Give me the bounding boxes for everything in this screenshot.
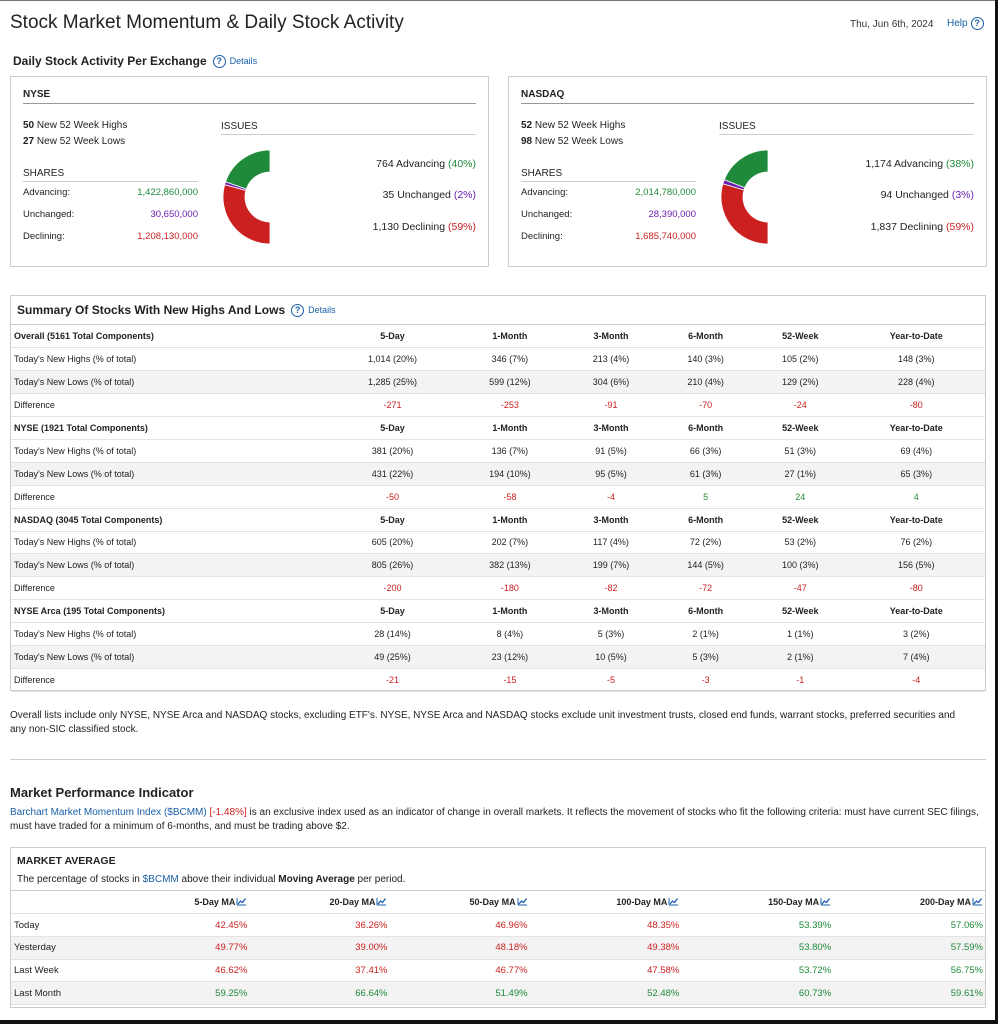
- ma-cell: 46.96%: [389, 914, 529, 937]
- summary-column-header: 52-Week: [753, 417, 848, 440]
- summary-column-header: 5-Day: [329, 600, 456, 623]
- summary-cell: 346 (7%): [456, 348, 564, 371]
- issues-pct: (3%): [951, 189, 974, 201]
- summary-cell: 136 (7%): [456, 439, 564, 462]
- ma-sub-mid: above their individual: [178, 874, 279, 885]
- summary-row-label: Today's New Lows (% of total): [11, 645, 329, 668]
- donut-slice-declining[interactable]: [721, 184, 768, 244]
- summary-info-icon[interactable]: ?: [291, 304, 304, 317]
- summary-cell: -21: [329, 668, 456, 691]
- summary-cell: 51 (3%): [753, 439, 848, 462]
- summary-row-label: Difference: [11, 577, 329, 600]
- summary-cell: 72 (2%): [658, 531, 753, 554]
- summary-column-header: 3-Month: [564, 600, 659, 623]
- ma-row-label: Yesterday: [11, 936, 121, 959]
- chart-icon[interactable]: [972, 897, 983, 906]
- shares-row: [23, 209, 198, 220]
- issues-row: [376, 158, 476, 170]
- ma-cell: 52.48%: [530, 982, 682, 1005]
- window-top-edge: [0, 0, 998, 1]
- new-highs: [23, 120, 127, 131]
- summary-details-link[interactable]: Details: [308, 305, 336, 315]
- ma-column-header: [833, 891, 985, 914]
- summary-cell: 140 (3%): [658, 348, 753, 371]
- chart-icon[interactable]: [820, 897, 831, 906]
- summary-cell: -200: [329, 577, 456, 600]
- summary-cell: 5 (3%): [658, 645, 753, 668]
- summary-row-label: Today's New Highs (% of total): [11, 439, 329, 462]
- new-lows-label: New 52 Week Lows: [36, 136, 126, 147]
- ma-cell: 47.58%: [530, 959, 682, 982]
- summary-title-bar: [11, 296, 985, 325]
- summary-row: [11, 439, 985, 462]
- issues-row: [871, 221, 974, 233]
- ma-cell: 42.45%: [121, 914, 249, 937]
- summary-column-header: 5-Day: [329, 417, 456, 440]
- summary-column-header: 1-Month: [456, 600, 564, 623]
- ma-row: [11, 959, 985, 982]
- ma-column-label: 150-Day MA: [768, 897, 820, 908]
- new-highs-count: 50: [23, 120, 35, 131]
- ma-column-header: [389, 891, 529, 914]
- summary-cell: 53 (2%): [753, 531, 848, 554]
- summary-cell: -91: [564, 394, 659, 417]
- market-average-header: [11, 848, 985, 891]
- ma-cell: 39.00%: [249, 936, 389, 959]
- summary-cell: 65 (3%): [848, 462, 985, 485]
- page-title: Stock Market Momentum & Daily Stock Activity: [10, 12, 404, 33]
- shares-row-value: 1,208,130,000: [137, 231, 198, 242]
- summary-cell: 66 (3%): [658, 439, 753, 462]
- ma-row-label: Today: [11, 914, 121, 937]
- ma-cell: 46.62%: [121, 959, 249, 982]
- summary-cell: 49 (25%): [329, 645, 456, 668]
- summary-row: [11, 462, 985, 485]
- summary-cell: 100 (3%): [753, 554, 848, 577]
- shares-label: SHARES: [521, 168, 563, 179]
- summary-cell: 381 (20%): [329, 439, 456, 462]
- issues-count: 1,130 Declining: [372, 221, 446, 233]
- issues-pct: (59%): [447, 221, 476, 233]
- ma-sub-suffix: per period.: [354, 874, 406, 885]
- new-lows-count: 27: [23, 136, 35, 147]
- help-link[interactable]: [947, 17, 984, 30]
- summary-cell: -15: [456, 668, 564, 691]
- ma-cell: 56.75%: [833, 959, 985, 982]
- summary-column-header: 6-Month: [658, 417, 753, 440]
- summary-row: [11, 577, 985, 600]
- mpi-description: [10, 806, 980, 834]
- summary-cell: -70: [658, 394, 753, 417]
- summary-cell: 117 (4%): [564, 531, 659, 554]
- ma-cell: 48.18%: [389, 936, 529, 959]
- issues-rule: [719, 134, 974, 135]
- summary-cell: 4: [848, 485, 985, 508]
- summary-cell: -5: [564, 668, 659, 691]
- ma-column-label: 5-Day MA: [194, 897, 236, 908]
- issues-row: [373, 221, 476, 233]
- summary-cell: -253: [456, 394, 564, 417]
- summary-cell: -72: [658, 577, 753, 600]
- ma-column-header: [121, 891, 249, 914]
- shares-row-label: Advancing:: [521, 187, 569, 198]
- issues-pct: (59%): [945, 221, 974, 233]
- market-average-table: [11, 891, 985, 1005]
- ma-cell: 48.35%: [530, 914, 682, 937]
- new-lows-label: New 52 Week Lows: [534, 136, 624, 147]
- summary-row-label: Difference: [11, 668, 329, 691]
- shares-row-label: Unchanged:: [521, 209, 573, 220]
- new-lows-count: 98: [521, 136, 533, 147]
- issues-pct: (2%): [453, 189, 476, 201]
- summary-cell: 28 (14%): [329, 623, 456, 646]
- summary-cell: -80: [848, 577, 985, 600]
- summary-column-header: 3-Month: [564, 325, 659, 348]
- summary-cell: -82: [564, 577, 659, 600]
- summary-group-name: NYSE Arca (195 Total Components): [11, 600, 329, 623]
- summary-column-header: 52-Week: [753, 600, 848, 623]
- market-average-subtitle: [17, 874, 405, 885]
- daily-activity-info-icon[interactable]: ?: [213, 55, 226, 68]
- exchange-name: NYSE: [23, 89, 51, 100]
- ma-cell: 37.41%: [249, 959, 389, 982]
- summary-cell: -4: [848, 668, 985, 691]
- summary-group-header: [11, 325, 985, 348]
- shares-row-value: 30,650,000: [150, 209, 198, 220]
- summary-column-header: Year-to-Date: [848, 417, 985, 440]
- chart-icon[interactable]: [376, 897, 387, 906]
- summary-cell: 144 (5%): [658, 554, 753, 577]
- summary-cell: 61 (3%): [658, 462, 753, 485]
- ma-row-label: Last Week: [11, 959, 121, 982]
- summary-column-header: Year-to-Date: [848, 325, 985, 348]
- market-average-panel: [10, 847, 986, 1008]
- help-question-icon[interactable]: ?: [971, 17, 984, 30]
- summary-cell: 23 (12%): [456, 645, 564, 668]
- shares-row-label: Declining:: [521, 231, 563, 242]
- summary-cell: 199 (7%): [564, 554, 659, 577]
- ma-column-label: 100-Day MA: [616, 897, 668, 908]
- summary-group-header: [11, 417, 985, 440]
- chart-icon[interactable]: [668, 897, 679, 906]
- summary-column-header: 5-Day: [329, 508, 456, 531]
- ma-column-header: [530, 891, 682, 914]
- summary-column-header: 6-Month: [658, 600, 753, 623]
- ma-cell: 60.73%: [681, 982, 833, 1005]
- shares-row-value: 2,014,780,000: [635, 187, 696, 198]
- summary-cell: 5: [658, 485, 753, 508]
- shares-rule: [521, 181, 696, 182]
- summary-cell: 210 (4%): [658, 371, 753, 394]
- issues-donut-chart: [713, 149, 773, 245]
- summary-cell: -1: [753, 668, 848, 691]
- daily-activity-title-text: Daily Stock Activity Per Exchange: [13, 54, 207, 68]
- donut-slice-advancing[interactable]: [225, 150, 270, 189]
- mpi-description-text: is an exclusive index used as an indicator of change in overall markets. It reflects the movement of stocks who fit the following criteria: must have current SEC filings, must have traded for a minimum of 6-months, and must be trading above $2.: [10, 807, 979, 832]
- summary-cell: 129 (2%): [753, 371, 848, 394]
- shares-row: [521, 231, 696, 242]
- summary-row-label: Difference: [11, 394, 329, 417]
- new-highs-label: New 52 Week Highs: [534, 120, 626, 131]
- summary-cell: 213 (4%): [564, 348, 659, 371]
- ma-cell: 53.39%: [681, 914, 833, 937]
- ma-row-label: Last Month: [11, 982, 121, 1005]
- summary-column-header: Year-to-Date: [848, 508, 985, 531]
- ma-sub-prefix: The percentage of stocks in: [17, 874, 143, 885]
- summary-cell: 24: [753, 485, 848, 508]
- summary-group-name: NYSE (1921 Total Components): [11, 417, 329, 440]
- summary-column-header: 6-Month: [658, 508, 753, 531]
- summary-cell: -3: [658, 668, 753, 691]
- section-divider: [10, 759, 986, 760]
- summary-row-label: Today's New Lows (% of total): [11, 462, 329, 485]
- summary-cell: -47: [753, 577, 848, 600]
- ma-column-header: [249, 891, 389, 914]
- issues-donut-chart: [215, 149, 275, 245]
- summary-cell: -4: [564, 485, 659, 508]
- summary-group-name: Overall (5161 Total Components): [11, 325, 329, 348]
- shares-row-label: Unchanged:: [23, 209, 75, 220]
- summary-cell: 2 (1%): [658, 623, 753, 646]
- summary-row-label: Today's New Highs (% of total): [11, 531, 329, 554]
- summary-column-header: 1-Month: [456, 508, 564, 531]
- bcmm-index-change: [-1.48%]: [209, 807, 247, 818]
- footnote: Overall lists include only NYSE, NYSE Arca and NASDAQ stocks, excluding ETF's. NYSE, NYSE Arca and NASDAQ stocks exclude unit investment trusts, closed end funds, warrant stocks, preferred securities and any non-SIC classified stock.: [10, 710, 956, 735]
- new-highs-label: New 52 Week Highs: [36, 120, 128, 131]
- summary-cell: 156 (5%): [848, 554, 985, 577]
- ma-column-label: 50-Day MA: [469, 897, 516, 908]
- new-lows: [23, 136, 125, 147]
- summary-title: [17, 303, 336, 317]
- summary-cell: 95 (5%): [564, 462, 659, 485]
- summary-cell: 10 (5%): [564, 645, 659, 668]
- exchange-panel-nyse: [10, 76, 489, 267]
- summary-row-label: Today's New Highs (% of total): [11, 623, 329, 646]
- summary-row-label: Today's New Lows (% of total): [11, 371, 329, 394]
- summary-column-header: 6-Month: [658, 325, 753, 348]
- summary-column-header: 5-Day: [329, 325, 456, 348]
- summary-cell: -271: [329, 394, 456, 417]
- ma-cell: 49.38%: [530, 936, 682, 959]
- ma-cell: 59.25%: [121, 982, 249, 1005]
- shares-row-label: Advancing:: [23, 187, 71, 198]
- page-date: Thu, Jun 6th, 2024: [850, 19, 934, 30]
- summary-cell: 7 (4%): [848, 645, 985, 668]
- summary-cell: 304 (6%): [564, 371, 659, 394]
- bcmm-index-link[interactable]: Barchart Market Momentum Index ($BCMM): [10, 807, 207, 818]
- ma-cell: 36.26%: [249, 914, 389, 937]
- summary-column-header: Year-to-Date: [848, 600, 985, 623]
- exchange-name: NASDAQ: [521, 89, 565, 100]
- summary-panel: [10, 295, 986, 691]
- summary-row: [11, 485, 985, 508]
- ma-sub-bold: Moving Average: [278, 874, 355, 885]
- exchange-panel-nasdaq: [508, 76, 987, 267]
- summary-cell: 8 (4%): [456, 623, 564, 646]
- summary-cell: 431 (22%): [329, 462, 456, 485]
- mpi-title: Market Performance Indicator: [10, 785, 194, 800]
- issues-row: [383, 189, 476, 201]
- summary-cell: 91 (5%): [564, 439, 659, 462]
- issues-label: ISSUES: [719, 121, 756, 132]
- donut-slice-declining[interactable]: [223, 185, 270, 244]
- ma-cell: 59.61%: [833, 982, 985, 1005]
- summary-column-header: 1-Month: [456, 325, 564, 348]
- summary-row: [11, 623, 985, 646]
- summary-row: [11, 394, 985, 417]
- new-lows: [521, 136, 623, 147]
- ma-cell: 66.64%: [249, 982, 389, 1005]
- ma-bcmm-link[interactable]: $BCMM: [142, 874, 179, 885]
- summary-row: [11, 348, 985, 371]
- summary-cell: 194 (10%): [456, 462, 564, 485]
- shares-rule: [23, 181, 198, 182]
- issues-pct: (40%): [447, 158, 476, 170]
- ma-row: [11, 914, 985, 937]
- ma-row: [11, 982, 985, 1005]
- summary-column-header: 3-Month: [564, 508, 659, 531]
- ma-cell: 46.77%: [389, 959, 529, 982]
- issues-count: 1,837 Declining: [870, 221, 944, 233]
- shares-row: [23, 187, 198, 198]
- daily-activity-title: [13, 54, 257, 68]
- summary-row: [11, 371, 985, 394]
- ma-column-label: 20-Day MA: [329, 897, 376, 908]
- daily-activity-details-link[interactable]: Details: [229, 56, 258, 66]
- summary-cell: 27 (1%): [753, 462, 848, 485]
- summary-column-header: 1-Month: [456, 417, 564, 440]
- shares-row-label: Declining:: [23, 231, 65, 242]
- summary-row: [11, 645, 985, 668]
- shares-row-value: 1,685,740,000: [635, 231, 696, 242]
- summary-cell: -50: [329, 485, 456, 508]
- shares-row-value: 28,390,000: [648, 209, 696, 220]
- ma-cell: 49.77%: [121, 936, 249, 959]
- issues-count: 94 Unchanged: [880, 189, 949, 201]
- shares-row: [521, 209, 696, 220]
- summary-row-label: Today's New Highs (% of total): [11, 348, 329, 371]
- ma-row: [11, 936, 985, 959]
- summary-title-text: Summary Of Stocks With New Highs And Lows: [17, 303, 286, 317]
- exchange-rule: [521, 103, 974, 104]
- issues-count: 35 Unchanged: [382, 189, 451, 201]
- summary-group-header: [11, 508, 985, 531]
- summary-group-name: NASDAQ (3045 Total Components): [11, 508, 329, 531]
- ma-cell: 57.59%: [833, 936, 985, 959]
- issues-count: 1,174 Advancing: [865, 158, 944, 170]
- summary-cell: 3 (2%): [848, 623, 985, 646]
- summary-cell: 105 (2%): [753, 348, 848, 371]
- summary-cell: 382 (13%): [456, 554, 564, 577]
- ma-header-row: [11, 891, 985, 914]
- summary-row: [11, 531, 985, 554]
- summary-cell: 76 (2%): [848, 531, 985, 554]
- help-label[interactable]: Help: [947, 18, 968, 29]
- summary-cell: -58: [456, 485, 564, 508]
- issues-pct: (38%): [945, 158, 974, 170]
- ma-cell: 51.49%: [389, 982, 529, 1005]
- summary-row: [11, 554, 985, 577]
- market-average-title: MARKET AVERAGE: [17, 855, 116, 867]
- summary-table: [11, 325, 985, 692]
- new-highs-count: 52: [521, 120, 533, 131]
- exchange-rule: [23, 103, 476, 104]
- issues-label: ISSUES: [221, 121, 258, 132]
- ma-cell: 57.06%: [833, 914, 985, 937]
- summary-cell: -180: [456, 577, 564, 600]
- summary-cell: 805 (26%): [329, 554, 456, 577]
- summary-row-label: Today's New Lows (% of total): [11, 554, 329, 577]
- summary-cell: -24: [753, 394, 848, 417]
- summary-cell: -80: [848, 394, 985, 417]
- ma-column-header: [681, 891, 833, 914]
- issues-count: 764 Advancing: [376, 158, 446, 170]
- summary-column-header: 52-Week: [753, 325, 848, 348]
- summary-cell: 148 (3%): [848, 348, 985, 371]
- issues-rule: [221, 134, 476, 135]
- summary-cell: 69 (4%): [848, 439, 985, 462]
- ma-cell: 53.80%: [681, 936, 833, 959]
- shares-row: [23, 231, 198, 242]
- summary-cell: 5 (3%): [564, 623, 659, 646]
- shares-label: SHARES: [23, 168, 65, 179]
- ma-cell: 53.72%: [681, 959, 833, 982]
- summary-cell: 228 (4%): [848, 371, 985, 394]
- chart-icon[interactable]: [236, 897, 247, 906]
- summary-row: [11, 668, 985, 691]
- summary-group-header: [11, 600, 985, 623]
- summary-cell: 1,014 (20%): [329, 348, 456, 371]
- issues-row: [865, 158, 974, 170]
- summary-column-header: 52-Week: [753, 508, 848, 531]
- summary-cell: 202 (7%): [456, 531, 564, 554]
- summary-cell: 599 (12%): [456, 371, 564, 394]
- summary-row-label: Difference: [11, 485, 329, 508]
- summary-cell: 1,285 (25%): [329, 371, 456, 394]
- shares-row-value: 1,422,860,000: [137, 187, 198, 198]
- new-highs: [521, 120, 625, 131]
- window-bottom-edge: [0, 1020, 998, 1024]
- summary-cell: 2 (1%): [753, 645, 848, 668]
- summary-cell: 1 (1%): [753, 623, 848, 646]
- ma-column-label: 200-Day MA: [919, 897, 971, 908]
- summary-cell: 605 (20%): [329, 531, 456, 554]
- ma-header-empty: [11, 891, 121, 914]
- issues-row: [881, 189, 974, 201]
- summary-column-header: 3-Month: [564, 417, 659, 440]
- shares-row: [521, 187, 696, 198]
- chart-icon[interactable]: [517, 897, 528, 906]
